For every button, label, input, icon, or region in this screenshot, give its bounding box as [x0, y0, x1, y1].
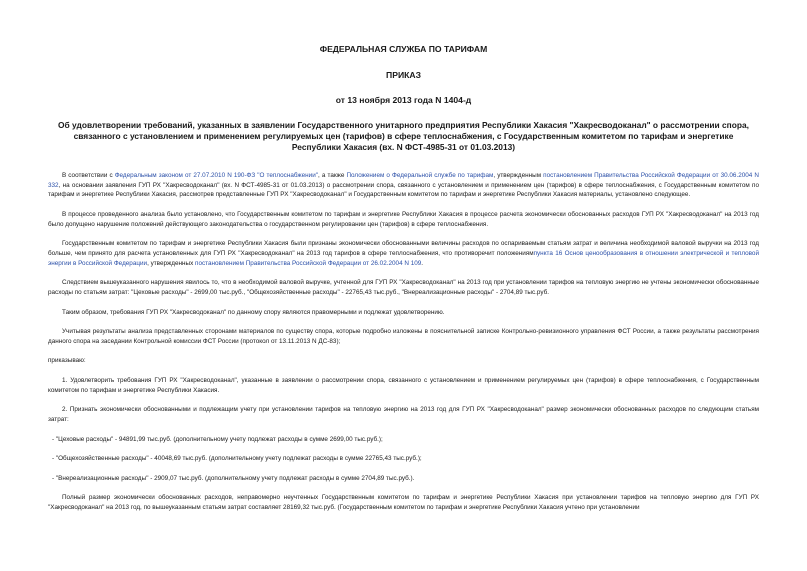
document-date-line: от 13 ноября 2013 года N 1404-д [335, 95, 472, 105]
text-run: . [421, 259, 424, 267]
link-fst-regulation[interactable]: Положением о Федеральной службе по тарифам [346, 172, 494, 179]
cost-item-general: - "Общехозяйственные расходы" - 40048,69 тыс.руб. (дополнительному учету подлежат расходы в сумме 22765,43 тыс.руб.); [52, 455, 422, 463]
paragraph-order-word: приказываю: [48, 357, 86, 365]
paragraph-considering: Учитывая результаты анализа представленных сторонами материалов по существу спора, которые подробно изложены в пояснительной записке Контрольно-ревизионного управления ФСТ России, а также результаты рассмотрения данного спора на заседании Контрольной комиссии ФСТ России (протокол от 13.11.2013 N ДС-83); [48, 328, 759, 345]
link-government-decree-109[interactable]: постановлением Правительства Российской Федерации от 26.02.2004 N 109 [195, 259, 422, 267]
agency-heading: ФЕДЕРАЛЬНАЯ СЛУЖБА ПО ТАРИФАМ [319, 44, 488, 54]
cost-item-non-operating: - "Внереализационные расходы" - 2909,07 тыс.руб. (дополнительному учету подлежат расходы в сумме 2704,89 тыс.руб.). [52, 474, 415, 482]
text-run: Государственным комитетом по тарифам и энергетике Республики Хакасия были признаны экономически обоснованными величины расходов по оспариваемым статьям затрат и величина необходимой валовой выручки на 2013 год больше, чем принято для расчета установленных для ГУП РХ "Хакресводоканал" на 2013 год тарифов в сфере теплоснабжения, что противоречит положениям [48, 240, 759, 257]
text-run: В соответствии с [62, 172, 115, 179]
link-pricing-basics-item-16[interactable]: пункта 16 Основ ценообразования в отношении электрической и тепловой энергии в Российской Федерации [48, 250, 759, 267]
paragraph-analysis: В процессе проведенного анализа было установлено, что Государственным комитетом по тарифам и энергетике Республики Хакасия в процессе расчета экономически обоснованных расходов ГУП РХ "Хакресводоканал" на 2013 год было допущено нарушение положений действующего законодательства о государственном регулировании цен (тарифов) в сфере теплоснабжения. [48, 211, 759, 228]
link-federal-law-190[interactable]: Федеральным законом от 27.07.2010 N 190-ФЗ "О теплоснабжении" [114, 172, 319, 179]
text-run: , утвержденных [147, 259, 196, 267]
paragraph-conclusion: Таким образом, требования ГУП РХ "Хакресводоканал" по данному спору являются правомерными и подлежат удовлетворению. [62, 308, 445, 316]
paragraph-preamble [48, 171, 759, 200]
link-government-decree-332[interactable]: постановлением Правительства Российской Федерации от 30.06.2004 N 332 [48, 172, 759, 189]
paragraph-order-item-2: 2. Признать экономически обоснованными и подлежащим учету при установлении тарифов на тепловую энергию на 2013 год для ГУП РХ "Хакресводоканал" размер экономически обоснованных расходов по следующим статьям затрат: [48, 406, 759, 424]
paragraph-total: Полный размер экономически обоснованных расходов, неправомерно неучтенных Государственным комитетом по тарифам и энергетике Республики Хакасия при установлении тарифов на тепловую энергию для ГУП РХ "Хакресводоканал" на 2013 год, по вышеуказанным статьям затрат составляет 28169,32 тыс.руб. (Государственным комитетом по тарифам и энергетике Республики Хакасия учтено при установлении [48, 494, 759, 512]
paragraph-order-item-1: 1. Удовлетворить требования ГУП РХ "Хакресводоканал", указанные в заявлении о рассмотрении спора, связанного с установлением и применением регулируемых цен (тарифов) в сфере теплоснабжения, с Государственным комитетом по тарифам и энергетике Республики Хакасия. [48, 377, 759, 394]
paragraph-violation [48, 239, 759, 268]
text-run: , утвержденным [493, 172, 544, 179]
paragraph-consequence: Следствием вышеуказанного нарушения явилось то, что в необходимой валовой выручке, учтенной для ГУП РХ "Хакресводоканал" на 2013 год при установлении тарифов на тепловую энергию не учтены экономически обоснованные расходы по статьям затрат: "Цеховые расходы" - 2699,00 тыс.руб., "Общехозяйственные расходы" - 22765,43 тыс.руб., "Внереализационные расходы" - 2704,89 тыс.руб. [48, 279, 759, 296]
document-type-heading: ПРИКАЗ [386, 70, 421, 80]
document-title: Об удовлетворении требований, указанных в заявлении Государственного унитарного предприятия Республики Хакасия "Хакресводоканал" о рассмотрении спора, связанного с установлением и применением регулируемых цен (тарифов) в сфере теплоснабжения, с Государственным комитетом по тарифам и энергетике Республики Хакасия (вх. N ФСТ-4985-31 от 01.03.2013) [58, 120, 749, 152]
text-run: , на основании заявления ГУП РХ "Хакресводоканал" (вх. N ФСТ-4985-31 от 01.03.2013) о рассмотрении спора, связанного с установлением и применением цен (тарифов) в сфере теплоснабжения, с Государственным комитетом по тарифам и энергетике Республики Хакасия, рассмотрев представленные ГУП РХ "Хакресводоканал" и Государственным комитетом по тарифам и энергетике Республики Хакасия материалы, установлено следующее. [48, 181, 759, 199]
document-body [48, 171, 759, 523]
cost-item-workshop: - "Цеховые расходы" - 94891,99 тыс.руб. (дополнительному учету подлежат расходы в сумме 2699,00 тыс.руб.); [52, 435, 383, 443]
text-run: , а также [318, 172, 347, 179]
